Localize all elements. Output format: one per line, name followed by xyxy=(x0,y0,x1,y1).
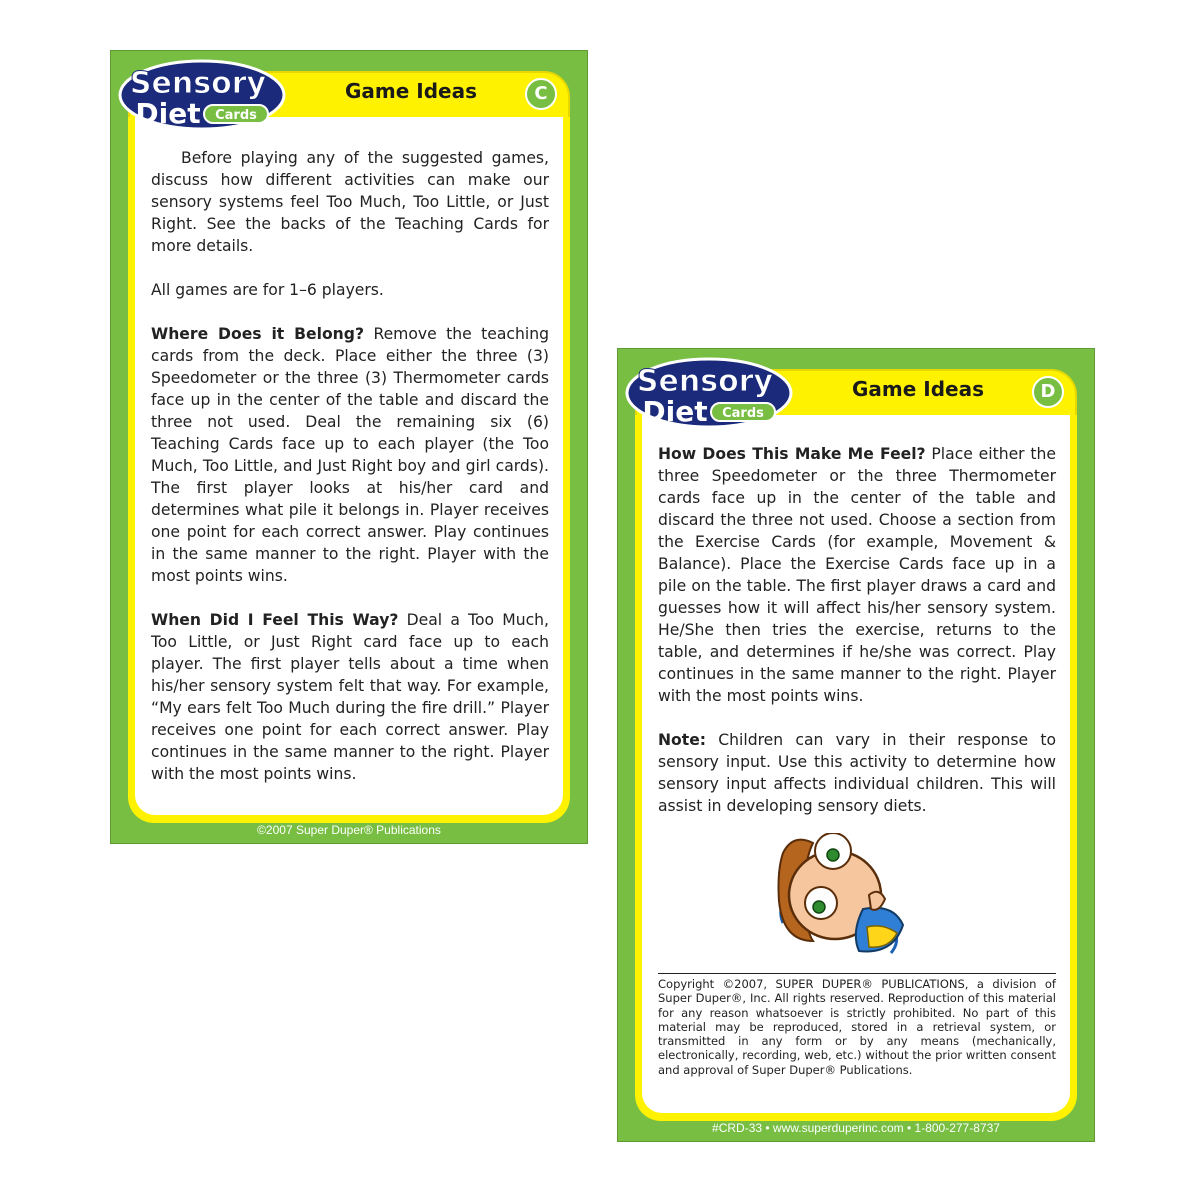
game1-paragraph xyxy=(151,323,549,587)
game3-title: How Does This Make Me Feel? xyxy=(658,445,926,463)
game2-title: When Did I Feel This Way? xyxy=(151,611,399,629)
game1-title: Where Does it Belong? xyxy=(151,325,364,343)
sensory-diet-logo xyxy=(118,59,294,131)
card-letter-badge: D xyxy=(1032,376,1064,408)
logo-line2: Diet xyxy=(135,97,201,130)
logo-badge: Cards xyxy=(215,108,257,123)
sensory-diet-logo xyxy=(625,357,801,429)
logo-line1: Sensory xyxy=(129,66,267,101)
card-body xyxy=(151,147,549,807)
game1-text: Remove the teaching cards from the deck. Place either the three (3) Speedometer or the three (3) Thermometer cards face up in the center of the table and discard the three not used. Deal the remaining six (6) Teaching Cards face up to each player (the Too Much, Too Little, and Just Right boy and girl cards). The first player looks at his/her card and determines what pile it belongs in. Player receives one point for each correct answer. Play continues in the same manner to the right. Player with the most points wins. xyxy=(151,325,550,585)
players-note: All games are for 1–6 players. xyxy=(151,281,384,299)
card-c xyxy=(110,50,588,844)
game3-text: Place either the three Speedometer or the three Thermometer cards face up in the center of the table and discard the three not used. Choose a section from the Exercise Cards (for example, Movement & Balance). Place the Exercise Cards face up in a pile on the table. The first player draws a card and guesses how it will affect his/her sensory system. He/She then tries the exercise, returns to the table, and determines if he/she was correct. Play continues in the same manner to the right. Player with the most points wins. xyxy=(658,445,1056,705)
card-d xyxy=(617,348,1095,1142)
note-paragraph xyxy=(658,729,1056,817)
card-footer: #CRD-33 • www.superduperinc.com • 1-800-277-8737 xyxy=(712,1121,1000,1135)
note-title: Note: xyxy=(658,731,707,749)
intro-paragraph: Before playing any of the suggested games, discuss how different activities can make our sensory systems feel Too Much, Too Little, or Just Right. See the backs of the Teaching Cards for more details. xyxy=(151,149,549,255)
legal-notice: Copyright ©2007, SUPER DUPER® PUBLICATIONS, a division of Super Duper®, Inc. All rights reserved. Reproduction of this material for any reason whatsoever is strictly prohibited. No part of this material may be reproduced, stored in a retrieval system, or transmitted in any form or by any means (mechanically, electronically, recording, web, etc.) without the prior written consent and approval of Super Duper® Publications. xyxy=(658,977,1056,1077)
game2-text: Deal a Too Much, Too Little, or Just Right card face up to each player. The first player tells about a time when his/her sensory system felt that way. For example, “My ears felt Too Much during the fire drill.” Player receives one point for each correct answer. Play continues in the same manner to the right. Player with the most points wins. xyxy=(151,611,549,783)
logo-line1: Sensory xyxy=(636,364,774,399)
note-text: Children can vary in their response to sensory input. Use this activity to determine how sensory input affects individual children. This will assist in developing sensory diets. xyxy=(658,731,1056,815)
dizzy-character-illustration xyxy=(763,833,913,963)
game2-paragraph xyxy=(151,609,549,785)
card-title: Game Ideas xyxy=(344,79,477,103)
card-footer: ©2007 Super Duper® Publications xyxy=(257,823,441,837)
card-letter-badge: C xyxy=(525,78,557,110)
card-title: Game Ideas xyxy=(851,377,984,401)
game3-paragraph xyxy=(658,443,1056,707)
logo-badge: Cards xyxy=(722,406,764,421)
legal-divider xyxy=(658,973,1056,974)
logo-line2: Diet xyxy=(642,395,708,428)
card-body xyxy=(658,443,1056,839)
